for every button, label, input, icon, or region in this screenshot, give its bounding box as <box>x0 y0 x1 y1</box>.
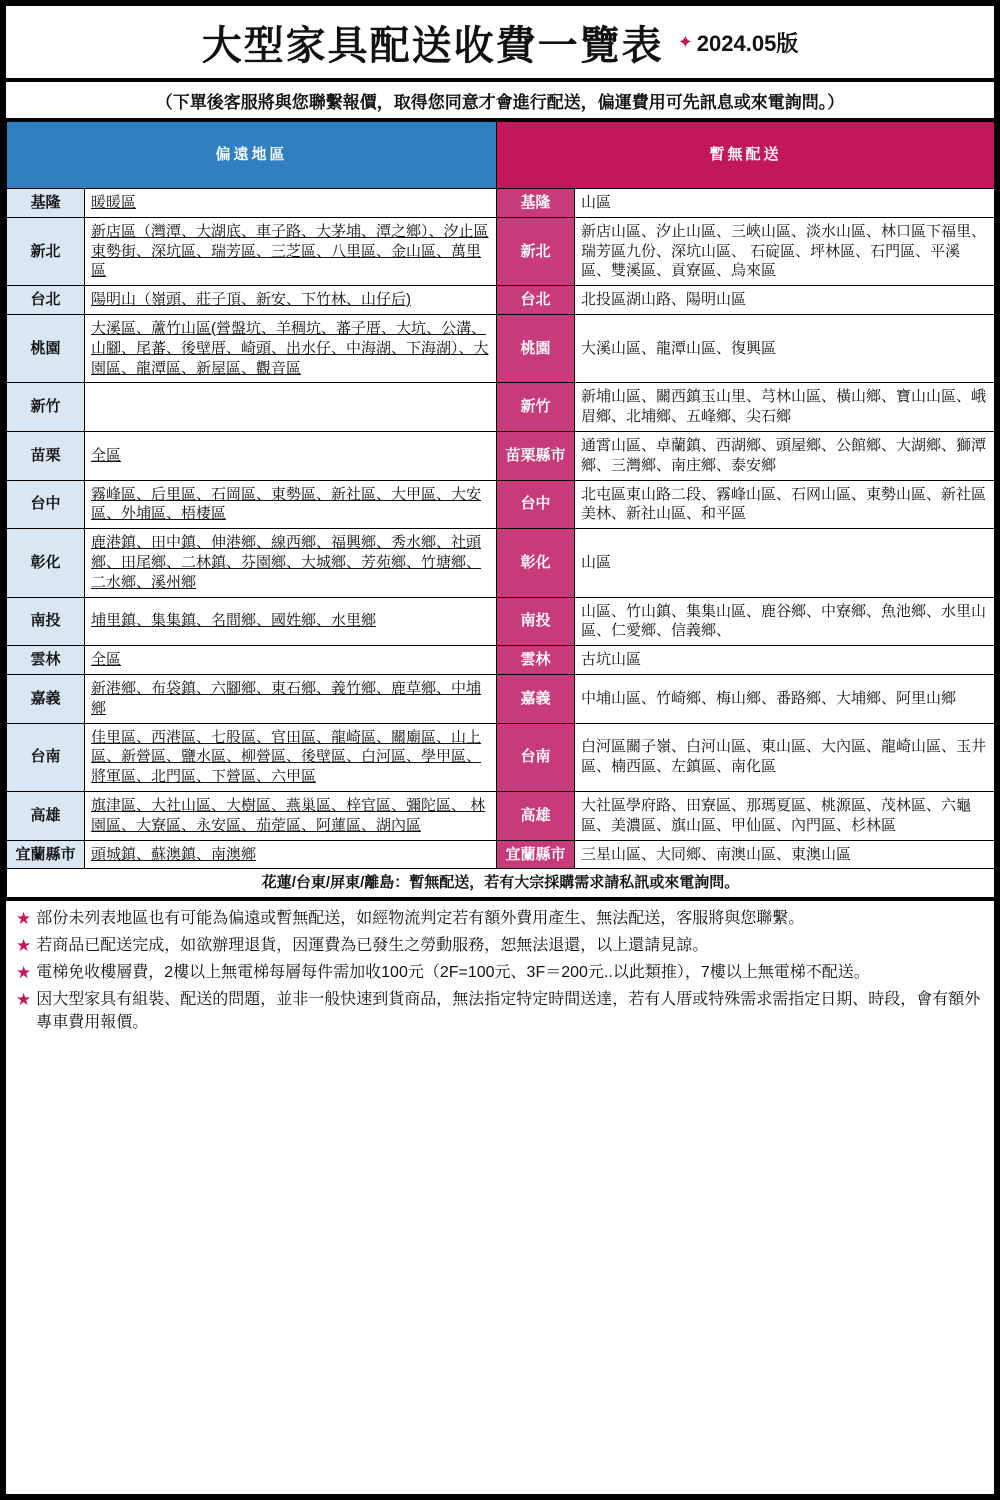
header-remote: 偏遠地區 <box>7 122 497 189</box>
note-item <box>16 934 984 958</box>
remote-areas-cell <box>85 646 497 675</box>
version-badge <box>678 27 799 58</box>
delivery-table <box>6 121 995 898</box>
table-row <box>7 217 995 285</box>
region-label-nodelivery: 高雄 <box>497 791 575 840</box>
region-label-remote: 南投 <box>7 597 85 646</box>
region-label-remote: 宜蘭縣市 <box>7 840 85 869</box>
remote-areas-text: 新店區（灣潭、大湖底、車子路、大茅埔、潭之鄉）、汐止區東勢街、深坑區、瑞芳區、三芝區、八里區、金山區、萬里區 <box>91 222 489 280</box>
table-row <box>7 529 995 597</box>
region-label-remote: 台北 <box>7 286 85 315</box>
region-label-remote: 苗栗 <box>7 431 85 480</box>
remote-areas-cell <box>85 597 497 646</box>
remote-areas-cell <box>85 431 497 480</box>
note-item <box>16 988 984 1034</box>
remote-areas-text: 大溪區、蘆竹山區(營盤坑、羊稠坑、蕃子厝、大坑、公溝、山腳、尾蕃、後壁厝、崎頭、出水仔、中海湖、下海湖）、大園區、龍潭區、新屋區、觀音區 <box>91 319 489 377</box>
page-header <box>6 6 994 82</box>
region-label-remote: 台中 <box>7 480 85 529</box>
remote-areas-text: 頭城鎮、蘇澳鎮、南澳鄉 <box>91 845 257 863</box>
star-icon: ★ <box>16 935 32 955</box>
star-icon: ★ <box>16 909 32 929</box>
region-label-nodelivery: 桃園 <box>497 314 575 382</box>
region-label-nodelivery: 台中 <box>497 480 575 529</box>
table-row <box>7 383 995 432</box>
region-label-nodelivery: 南投 <box>497 597 575 646</box>
table-row <box>7 674 995 723</box>
table-row <box>7 840 995 869</box>
region-label-nodelivery: 新北 <box>497 217 575 285</box>
note-text: 若商品已配送完成，如欲辦理退貨，因運費為已發生之勞動服務，恕無法退還，以上還請見諒。 <box>36 936 709 954</box>
nodelivery-areas-cell: 北屯區東山路二段、霧峰山區、石网山區、東勢山區、新社區美林、新社山區、和平區 <box>575 480 995 529</box>
nodelivery-areas-cell: 北投區湖山路、陽明山區 <box>575 286 995 315</box>
remote-areas-cell <box>85 217 497 285</box>
remote-areas-text: 霧峰區、后里區、石岡區、東勢區、新社區、大甲區、大安區、外埔區、梧棲區 <box>91 485 482 523</box>
remote-areas-text: 新港鄉、布袋鎮、六腳鄉、東石鄉、義竹鄉、鹿草鄉、中埔鄉 <box>91 679 482 717</box>
region-label-nodelivery: 新竹 <box>497 383 575 432</box>
star-icon: ★ <box>16 989 32 1009</box>
version-label: 2024.05版 <box>696 30 799 56</box>
nodelivery-areas-cell: 古坑山區 <box>575 646 995 675</box>
region-label-nodelivery: 雲林 <box>497 646 575 675</box>
region-label-remote: 台南 <box>7 723 85 791</box>
nodelivery-areas-cell: 新店山區、汐止山區、三峽山區、淡水山區、林口區下福里、瑞芳區九份、深坑山區、 石碇區、坪林區、石門區、平溪區、雙溪區、貢寮區、烏來區 <box>575 217 995 285</box>
nodelivery-areas-cell: 山區 <box>575 529 995 597</box>
diamond-icon: ✦ <box>677 32 693 52</box>
page-title: 大型家具配送收費一覽表 <box>201 23 664 68</box>
nodelivery-areas-cell: 白河區關子嶺、白河山區、東山區、大內區、龍崎山區、玉井區、楠西區、左鎮區、南化區 <box>575 723 995 791</box>
table-row <box>7 480 995 529</box>
remote-areas-text: 陽明山（嶺頭、莊子頂、新安、下竹林、山仔后) <box>91 291 411 309</box>
header-note <box>6 82 994 121</box>
table-header-row <box>7 122 995 189</box>
note-text: 因大型家具有組裝、配送的問題，並非一般快速到貨商品，無法指定特定時間送達，若有人厝或特殊需求需指定日期、時段，會有額外專車費用報價。 <box>36 990 981 1031</box>
table-row <box>7 286 995 315</box>
region-label-nodelivery: 台北 <box>497 286 575 315</box>
header-note-text: （下單後客服將與您聯繫報價，取得您同意才會進行配送，偏運費用可先訊息或來電詢問。） <box>155 92 845 112</box>
region-label-remote: 嘉義 <box>7 674 85 723</box>
region-label-remote: 新北 <box>7 217 85 285</box>
region-label-nodelivery: 嘉義 <box>497 674 575 723</box>
region-label-nodelivery: 彰化 <box>497 529 575 597</box>
nodelivery-areas-cell: 三星山區、大同鄉、南澳山區、東澳山區 <box>575 840 995 869</box>
remote-areas-text: 佳里區、西港區、七股區、官田區、龍崎區、關廟區、山上區、新營區、鹽水區、柳營區、後壁區、白河區、學甲區、將軍區、北門區、下營區、六甲區 <box>91 728 482 786</box>
nodelivery-areas-cell: 新埔山區、關西鎮玉山里、芎林山區、橫山鄉、寶山山區、峨眉鄉、北埔鄉、五峰鄉、尖石鄉 <box>575 383 995 432</box>
remote-areas-cell <box>85 189 497 218</box>
nodelivery-areas-cell: 大社區學府路、田寮區、那瑪夏區、桃源區、茂林區、六龜區、美濃區、旗山區、甲仙區、內門區、杉林區 <box>575 791 995 840</box>
note-item <box>16 907 984 931</box>
header-nodelivery: 暫無配送 <box>497 122 995 189</box>
remote-areas-cell <box>85 529 497 597</box>
table-row <box>7 791 995 840</box>
remote-areas-text: 全區 <box>91 651 122 669</box>
region-label-nodelivery: 台南 <box>497 723 575 791</box>
remote-areas-text: 旗津區、大社山區、大樹區、燕巢區、梓官區、彌陀區、 林園區、大寮區、永安區、茄萣區、阿蓮區、湖內區 <box>91 796 486 834</box>
region-label-nodelivery: 宜蘭縣市 <box>497 840 575 869</box>
region-label-remote: 高雄 <box>7 791 85 840</box>
table-row <box>7 189 995 218</box>
remote-areas-cell <box>85 840 497 869</box>
table-row <box>7 646 995 675</box>
note-text: 部份未列表地區也有可能為偏遠或暫無配送，如經物流判定若有額外費用產生、無法配送，客服將與您聯繫。 <box>36 910 805 928</box>
nodelivery-areas-cell: 山區、竹山鎮、集集山區、鹿谷鄉、中寮鄉、魚池鄉、水里山區、仁愛鄉、信義鄉、 <box>575 597 995 646</box>
table-body <box>7 189 995 869</box>
region-label-nodelivery: 基隆 <box>497 189 575 218</box>
remote-areas-cell <box>85 383 497 432</box>
note-text: 電梯免收樓層費，2樓以上無電梯每層每件需加收100元（2F=100元、3F＝200元..以此類推），7樓以上無電梯不配送。 <box>36 963 870 981</box>
remote-areas-text: 全區 <box>91 446 122 464</box>
nodelivery-areas-cell: 山區 <box>575 189 995 218</box>
region-label-nodelivery: 苗栗縣市 <box>497 431 575 480</box>
region-label-remote: 桃園 <box>7 314 85 382</box>
region-label-remote: 雲林 <box>7 646 85 675</box>
remote-areas-cell <box>85 791 497 840</box>
remote-areas-cell <box>85 286 497 315</box>
table-row <box>7 314 995 382</box>
table-row <box>7 597 995 646</box>
remote-areas-text: 鹿港鎮、田中鎮、伸港鄉、線西鄉、福興鄉、秀水鄉、社頭鄉、田尾鄉、二林鎮、芬園鄉、大城鄉、芳苑鄉、竹塘鄉、二水鄉、溪州鄉 <box>91 534 482 591</box>
remote-areas-text: 暖暖區 <box>91 194 137 211</box>
region-label-remote: 基隆 <box>7 189 85 218</box>
nodelivery-areas-cell: 通霄山區、卓蘭鎮、西湖鄉、頭屋鄉、公館鄉、大湖鄉、獅潭鄉、三灣鄉、南庄鄉、泰安鄉 <box>575 431 995 480</box>
table-footer-row <box>7 869 995 898</box>
remote-areas-cell <box>85 480 497 529</box>
remote-areas-text: 埔里鎮、集集鎮、名間鄉、國姓鄉、水里鄉 <box>91 612 377 630</box>
bottom-notes <box>6 898 994 1494</box>
remote-areas-cell <box>85 674 497 723</box>
region-label-remote: 彰化 <box>7 529 85 597</box>
remote-areas-cell <box>85 314 497 382</box>
star-icon: ★ <box>16 962 32 982</box>
note-item <box>16 961 984 985</box>
remote-areas-cell <box>85 723 497 791</box>
table-row <box>7 723 995 791</box>
table-row <box>7 431 995 480</box>
region-label-remote: 新竹 <box>7 383 85 432</box>
nodelivery-areas-cell: 中埔山區、竹崎鄉、梅山鄉、番路鄉、大埔鄉、阿里山鄉 <box>575 674 995 723</box>
nodelivery-areas-cell: 大溪山區、龍潭山區、復興區 <box>575 314 995 382</box>
footer-note: 花蓮/台東/屏東/離島：暫無配送，若有大宗採購需求請私訊或來電詢問。 <box>7 869 995 898</box>
